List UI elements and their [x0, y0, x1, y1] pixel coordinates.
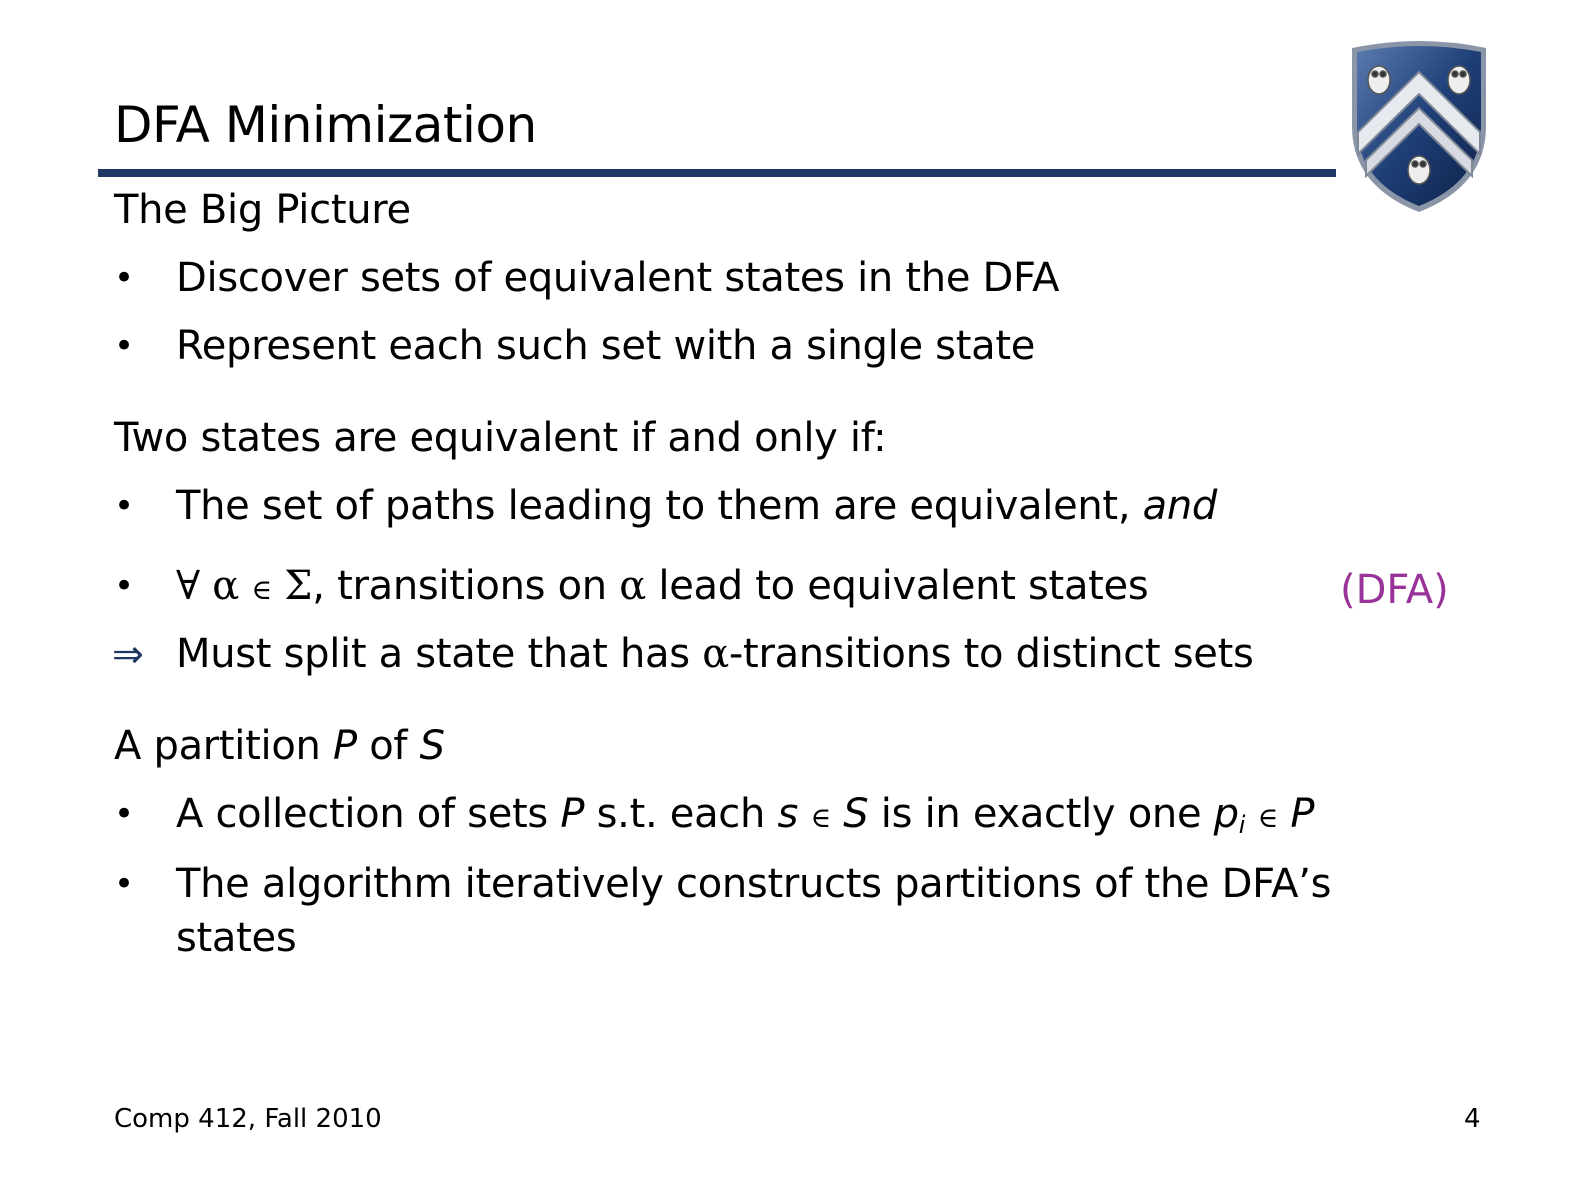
bullet-icon: •	[114, 566, 135, 606]
bullet-collection	[176, 790, 1314, 849]
bullet-algorithm-line1: The algorithm iteratively constructs partitions of the DFA’s	[176, 861, 1332, 907]
equivalent-states-text: lead to equivalent states	[645, 563, 1149, 609]
collection-exactly-text: is in exactly one	[868, 791, 1214, 837]
partition-text: A partition	[114, 723, 333, 769]
element-of-symbol: ∈	[251, 573, 272, 606]
bullet-icon: •	[114, 258, 135, 298]
collection-text: A collection of sets	[176, 791, 561, 837]
partition-of-text: of	[356, 723, 420, 769]
dfa-note: (DFA)	[1340, 567, 1449, 613]
sigma-symbol: Σ	[284, 563, 313, 609]
partition-S: S	[419, 723, 445, 769]
implies-arrow-icon: ⇒	[112, 632, 144, 676]
partition-P: P	[332, 723, 357, 769]
bullet-icon: •	[114, 326, 135, 366]
owl-icon	[1368, 66, 1390, 94]
section-heading-partition	[114, 722, 445, 770]
implies-text: Must split a state that has	[176, 631, 703, 677]
bullet-icon: •	[114, 864, 135, 904]
rice-shield-logo-icon	[1344, 36, 1494, 216]
bullet-represent: Represent each such set with a single state	[176, 323, 1036, 369]
collection-st-text: s.t. each	[584, 791, 778, 837]
collection-i-subscript: i	[1238, 811, 1246, 839]
bullet-icon: •	[114, 794, 135, 834]
bullet-transitions	[176, 562, 1148, 614]
implies-split-line	[176, 630, 1254, 678]
bullet-paths-and: and	[1142, 483, 1218, 529]
implies-text-rest: -transitions to distinct sets	[728, 631, 1254, 677]
owl-icon	[1408, 156, 1430, 184]
alpha-symbol: α	[212, 563, 239, 609]
slide-title: DFA Minimization	[114, 96, 537, 154]
forall-symbol: ∀	[176, 563, 200, 609]
collection-P2: P	[1290, 791, 1315, 837]
bullet-icon: •	[114, 486, 135, 526]
footer-course: Comp 412, Fall 2010	[114, 1104, 382, 1134]
bullet-paths	[176, 482, 1217, 530]
collection-p: p	[1213, 791, 1239, 837]
bullet-paths-text: The set of paths leading to them are equivalent,	[176, 483, 1131, 529]
transitions-text: , transitions on	[312, 563, 620, 609]
section-heading-equivalence: Two states are equivalent if and only if:	[114, 415, 887, 461]
element-of-symbol: ∈	[810, 801, 831, 834]
owl-icon	[1448, 66, 1470, 94]
bullet-algorithm-line2: states	[176, 915, 297, 961]
element-of-symbol: ∈	[1257, 801, 1278, 834]
collection-P: P	[560, 791, 585, 837]
section-heading-big-picture: The Big Picture	[114, 187, 411, 233]
alpha-symbol: α	[702, 631, 729, 677]
bullet-discover: Discover sets of equivalent states in the DFA	[176, 255, 1060, 301]
title-underline	[98, 169, 1336, 177]
collection-s: s	[777, 791, 799, 837]
collection-S: S	[843, 791, 869, 837]
page-number: 4	[1464, 1104, 1481, 1134]
alpha-symbol: α	[619, 563, 646, 609]
